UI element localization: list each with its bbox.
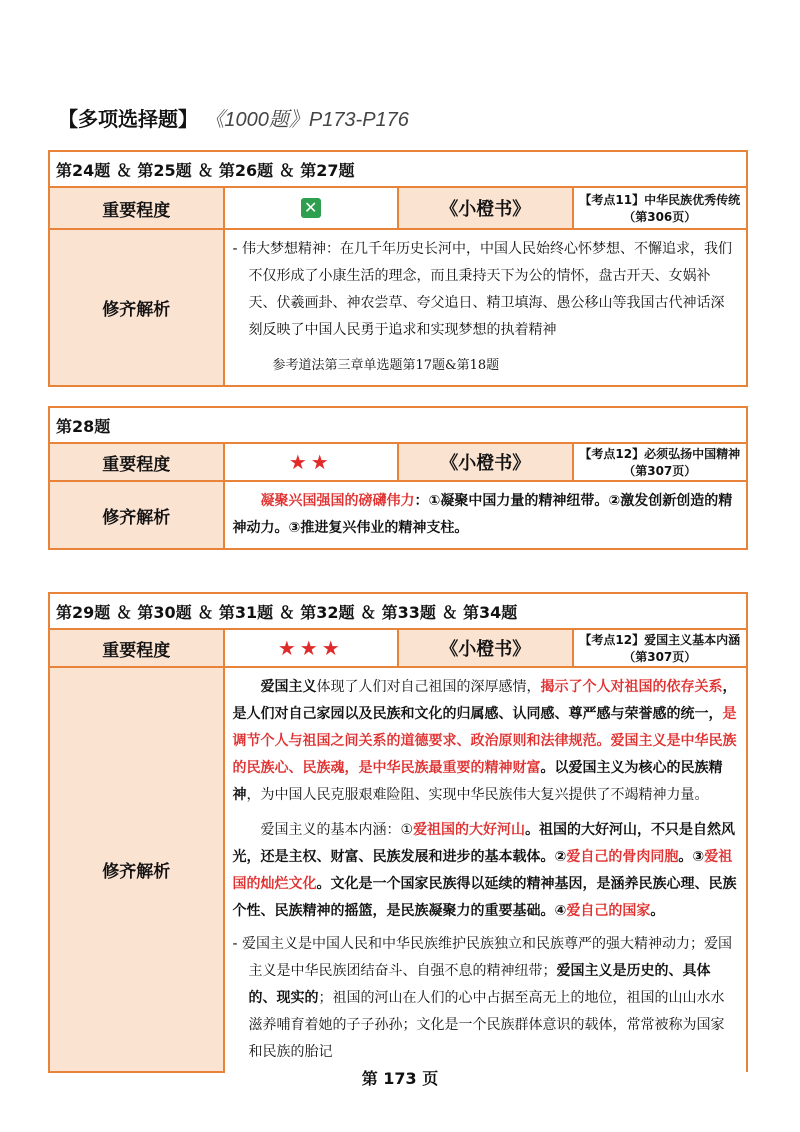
analysis-bullet [233,931,739,1066]
page-heading [58,103,409,132]
analysis-paragraph-2 [233,817,739,925]
analysis-bullet: - 伟大梦想精神：在几千年历史长河中，中国人民始终心怀梦想、不懈追求，我们不仅形成了小康生活的理念，而且秉持天下为公的情怀，盘古开天、女娲补天、伏羲画卦、神农尝草、夸父追日、精卫填海、愚公移山等我国古代神话深刻反映了中国人民勇于追求和实现梦想的执着精神 [232,241,732,338]
kaodian-label: 【考点12】爱国主义基本内涵（第307页） [573,629,748,667]
body-text: ：①凝聚中国力量的精神纽带。②激发创新创造的精神动力。③推进复兴伟业的精神支柱。 [232,493,733,536]
table-title: 第28题 [49,407,747,443]
importance-label: 重要程度 [49,629,224,667]
highlight-text: 爱自己的国家 [566,903,651,919]
heading-source: 《1000题》P173-P176 [204,109,409,131]
heading-type: 【多项选择题】 [58,107,198,131]
highlight-text: 是调节个人与祖国之间关系的道德要求、政治原则和法律规范。爱国主义是中华民族的民族心、民族魂，是中华民族最重要的精神财富 [232,706,737,776]
analysis-paragraph [233,488,739,542]
body-text: 。祖国的大好河山，不只是自然风光，还是主权、财富、民族发展和进步的基本载体。② [232,822,736,865]
question-table-28 [48,406,748,550]
analysis-paragraph-1 [233,674,739,809]
table-title: 第29题 ＆ 第30题 ＆ 第31题 ＆ 第32题 ＆ 第33题 ＆ 第34题 [49,593,747,629]
highlight-text: 爱自己的骨肉同胞 [566,849,679,865]
analysis-body [224,481,748,549]
body-text: ；祖国的河山在人们的心中占据至高无上的地位，祖国的山山水水滋养哺育着她的子子孙孙；文化是一个民族群体意识的载体，常常被称为国家和民族的胎记 [248,990,725,1060]
body-text: ，是人们对自己家园以及民族和文化的归属感、认同感、尊严感与荣誉感的统一， [232,679,737,722]
body-text: 体现了人们对自己祖国的深厚感情， [316,679,541,695]
body-text: 。文化是一个国家民族得以延续的精神基因，是涵养民族心理、民族个性、民族精神的摇篮，是民族凝聚力的重要基础。④ [232,876,737,919]
body-text: 。以爱国主义为核心的民族精神 [232,760,723,803]
analysis-label: 修齐解析 [49,481,224,549]
importance-stars: ★★ [224,443,399,481]
body-text: 爱国主义是历史的、具体的、现实的 [248,963,711,1006]
importance-stars: ★★★ [224,629,399,667]
book-label: 《小橙书》 [398,187,573,229]
highlight-text: 爱祖国的灿烂文化 [232,849,733,892]
body-text: 爱国主义 [260,679,317,695]
analysis-body [224,229,748,386]
body-text: ，为中国人民克服艰难险阻、实现中华民族伟大复兴提供了不竭精神力量。 [246,787,709,803]
analysis-label: 修齐解析 [49,667,224,1072]
reference-note: 参考道法第三章单选题第17题&第18题 [272,358,500,373]
body-text: - 爱国主义是中国人民和中华民族维护民族独立和民族尊严的强大精神动力；爱国主义是中华民族团结奋斗、自强不息的精神纽带； [232,936,732,979]
page-number: 第 173 页 [361,1069,439,1088]
importance-label: 重要程度 [49,187,224,229]
body-text: 。③ [678,849,705,865]
analysis-body [224,667,748,1072]
importance-cell [224,187,399,229]
table-title: 第24题 ＆ 第25题 ＆ 第26题 ＆ 第27题 [49,151,747,187]
question-table-24-27 [48,150,748,387]
kaodian-label: 【考点12】必须弘扬中国精神（第307页） [573,443,748,481]
question-table-29-34 [48,592,748,1073]
body-text: 爱国主义的基本内涵：① [260,822,414,838]
highlight-text: 揭示了个人对祖国的依存关系 [540,679,723,695]
book-label: 《小橙书》 [398,629,573,667]
body-text: 。 [650,903,665,919]
importance-label: 重要程度 [49,443,224,481]
highlight-text: 爱祖国的大好河山 [413,822,526,838]
highlight-text: 凝聚兴国强国的磅礴伟力 [260,493,415,509]
cross-mark-icon: ✕ [301,198,321,218]
book-label: 《小橙书》 [398,443,573,481]
kaodian-label: 【考点11】中华民族优秀传统（第306页） [573,187,748,229]
analysis-label: 修齐解析 [49,229,224,386]
